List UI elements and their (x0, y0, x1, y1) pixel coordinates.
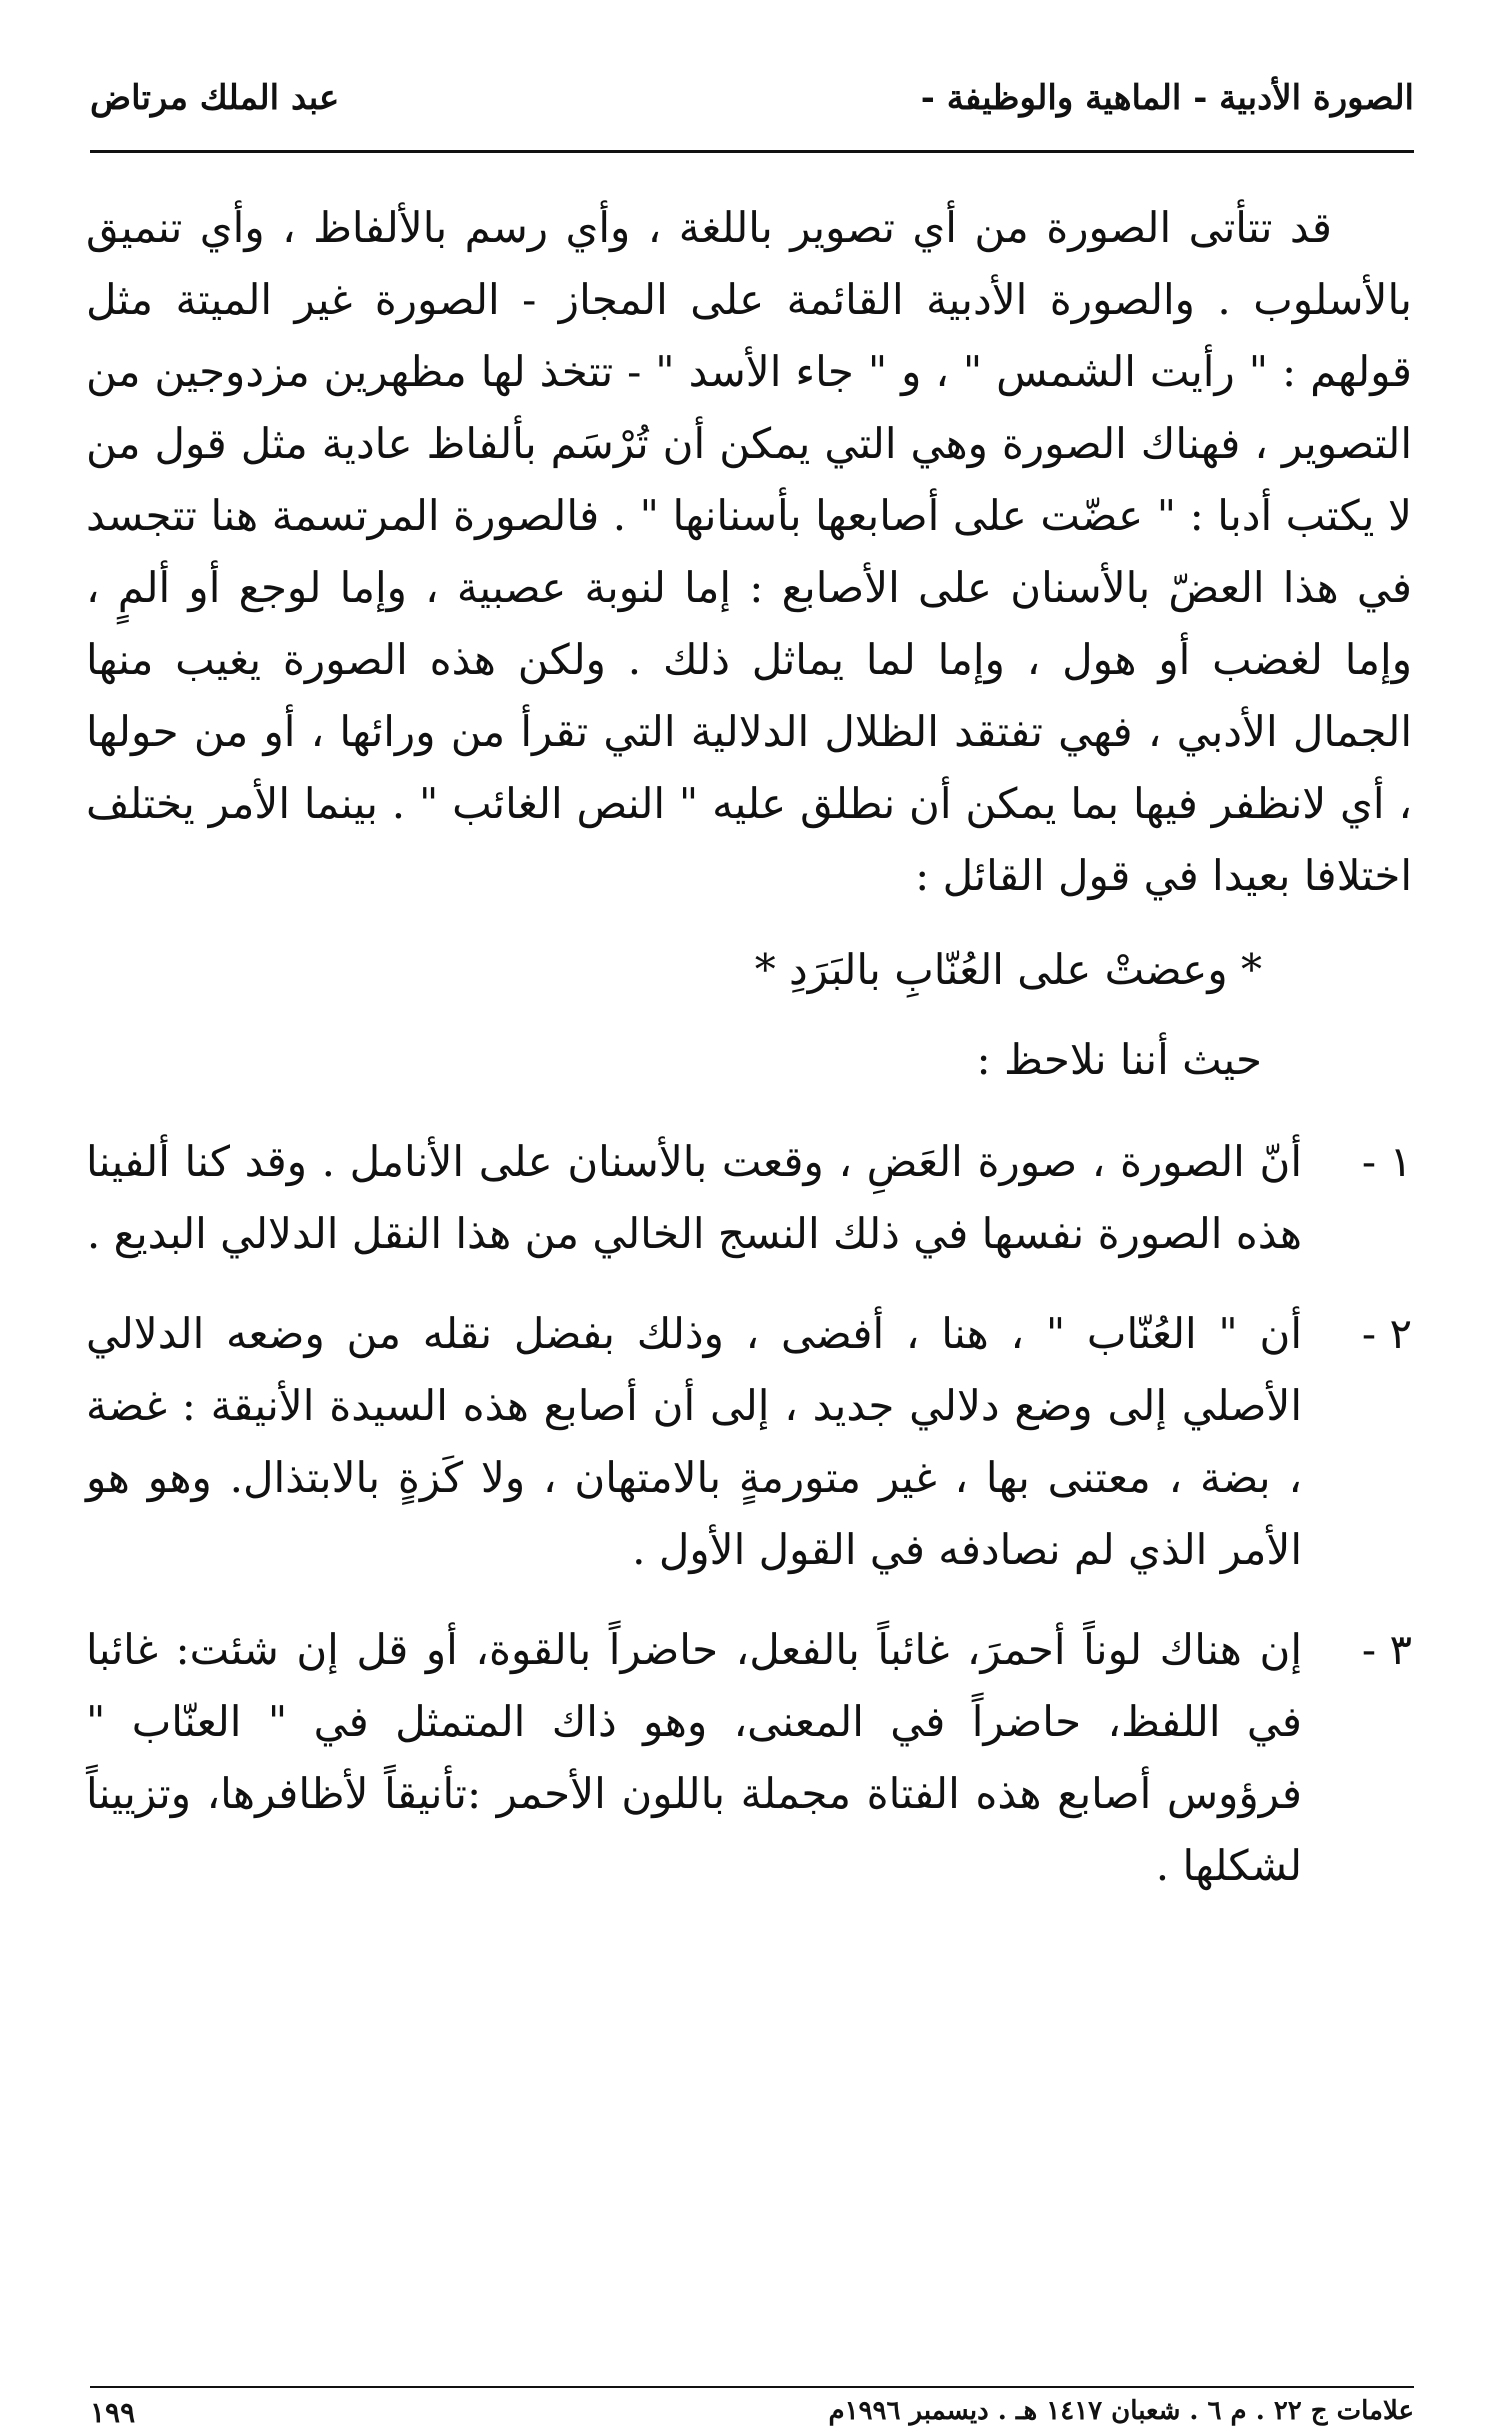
item-text: أن " العُنّاب " ، هنا ، أفضى ، وذلك بفضل نقله من وضعه الدلالي الأصلي إلى وضع دلالي جديد ، إلى أن أصابع هذه السيدة الأنيقة : غضة ، بضة ، معتنى بها ، غير متورمةٍ بالامتهان ، ولا كَزةٍ بالابتذال. وهو هو الأمر الذي لم نصادفه في القول الأول . (86, 1309, 1302, 1574)
main-paragraph (86, 192, 1412, 912)
item-text: إن هناك لوناً أحمرَ، غائباً بالفعل، حاضراً بالقوة، أو قل إن شئت: غائبا في اللفظ، حاضراً في المعنى، وهو ذاك المتمثل في " العنّاب " فرؤوس أصابع هذه الفتاة مجملة باللون الأحمر :تأنيقاً لأظافرها، وتزييناً لشكلها . (86, 1625, 1302, 1890)
main-paragraph-text: قد تتأتى الصورة من أي تصوير باللغة ، وأي رسم بالألفاظ ، وأي تنميق بالأسلوب . والصورة الأدبية القائمة على المجاز - الصورة غير الميتة مثل قولهم : " رأيت الشمس " ، و " جاء الأسد " - تتخذ لها مظهرين مزدوجين من التصوير ، فهناك الصورة وهي التي يمكن أن تُرْسَم بألفاظ عادية مثل قول من لا يكتب أدبا : " عضّت على أصابعها بأسنانها " . فالصورة المرتسمة هنا تتجسد في هذا العضّ بالأسنان على الأصابع : إما لنوبة عصبية ، وإما لوجع أو ألمٍ ، وإما لغضب أو هول ، وإما لما يماثل ذلك . ولكن هذه الصورة يغيب منها الجمال الأدبي ، فهي تفتقد الظلال الدلالية التي تقرأ من ورائها ، أو من حولها ، أي لانظفر فيها بما يمكن أن نطلق عليه " النص الغائب " . بينما الأمر يختلف اختلافا بعيدا في قول القائل : (86, 203, 1412, 900)
numbered-item (86, 1614, 1412, 1902)
item-text: أنّ الصورة ، صورة العَضِ ، وقعت بالأسنان على الأنامل . وقد كنا ألفينا هذه الصورة نفسها في ذلك النسج الخالي من هذا النقل الدلالي البديع . (86, 1137, 1302, 1258)
running-title: الصورة الأدبية - الماهية والوظيفة - (920, 78, 1414, 118)
observation-lead: حيث أننا نلاحظ : (976, 1035, 1262, 1084)
page-number: ١٩٩ (90, 2396, 136, 2429)
journal-issue: علامات ج ٢٢ . م ٦ . شعبان ١٤١٧ هـ . ديسمبر ١٩٩٦م (828, 2396, 1414, 2426)
numbered-item (86, 1126, 1412, 1270)
footer-rule (90, 2386, 1414, 2388)
body-text (86, 192, 1412, 1930)
item-number: ٣ - (1361, 1625, 1412, 1674)
item-number: ٢ - (1361, 1309, 1412, 1358)
numbered-item (86, 1298, 1412, 1586)
header-rule (90, 150, 1414, 153)
running-footer (90, 2396, 1414, 2432)
poem-verse: * وعضتْ على العُنّابِ بالبَرَدِ * (754, 945, 1262, 994)
item-number: ١ - (1361, 1137, 1412, 1186)
running-header (90, 78, 1414, 148)
running-author: عبد الملك مرتاض (90, 78, 340, 118)
